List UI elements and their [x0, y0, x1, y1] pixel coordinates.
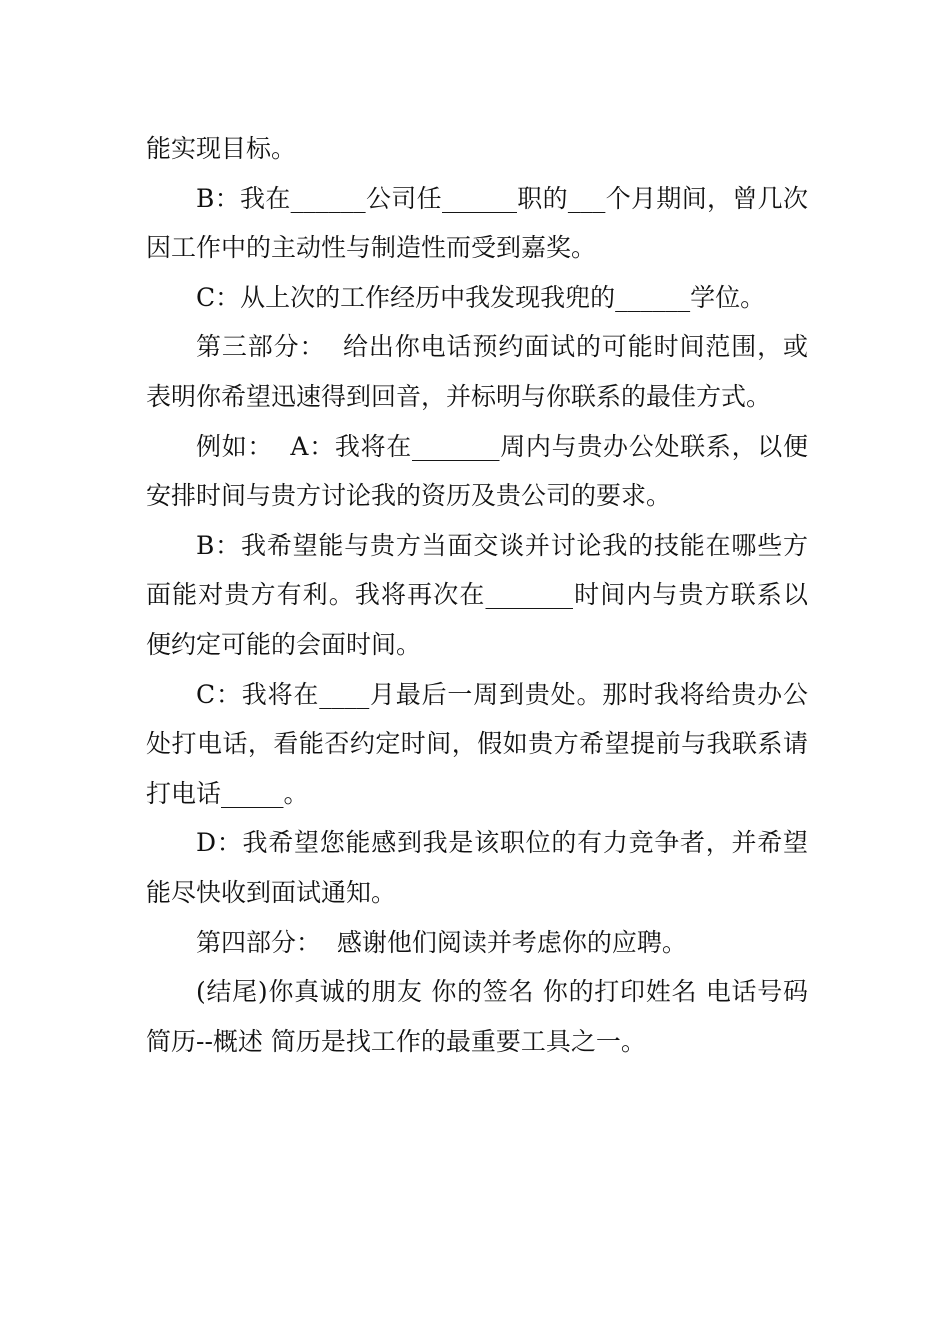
paragraph-example-c: C：从上次的工作经历中我发现我兜的______学位。: [196, 282, 766, 312]
paragraph-example-b: B：我在______公司任______职的___个月期间，曾几次因工作中的主动性与制造性而受到嘉奖。: [146, 183, 808, 263]
paragraph-part-four: 第四部分： 感谢他们阅读并考虑你的应聘。: [196, 927, 687, 957]
paragraph-closing: (结尾)你真诚的朋友 你的签名 你的打印姓名 电话号码 简历--概述 简历是找工作的最重要工具之一。: [146, 977, 816, 1056]
paragraph-continuation: 能实现目标。: [146, 134, 297, 163]
paragraph-part-three-example-b: B：我希望能与贵方当面交谈并讨论我的技能在哪些方面能对贵方有利。我将再次在_______时间内与贵方联系以便约定可能的会面时间。: [146, 530, 808, 659]
paragraph-part-three-example-c: C：我将在____月最后一周到贵处。那时我将给贵办公处打电话，看能否约定时间，假如贵方希望提前与我联系请打电话_____。: [146, 679, 808, 808]
paragraph-part-three-example-a: 例如： A：我将在_______周内与贵办公处联系，以便安排时间与贵方讨论我的资历及贵公司的要求。: [146, 431, 808, 511]
paragraph-part-three: 第三部分： 给出你电话预约面试的可能时间范围，或表明你希望迅速得到回音，并标明与你联系的最佳方式。: [146, 332, 808, 411]
body-text: [146, 124, 816, 1066]
paragraph-part-three-example-d: D：我希望您能感到我是该职位的有力竞争者，并希望能尽快收到面试通知。: [146, 828, 808, 907]
